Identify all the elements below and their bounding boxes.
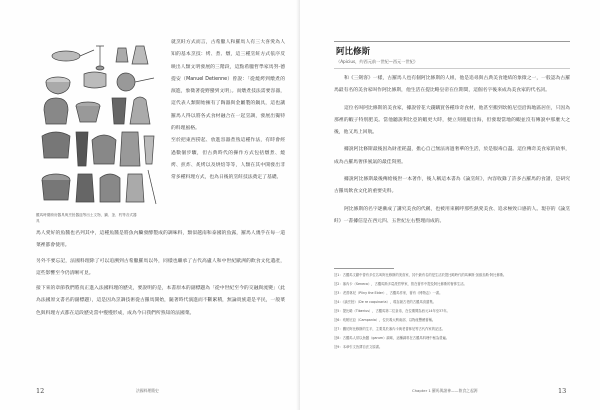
paragraph: 馬人愛好的魚醬也名列其中，這種魚醬是將魚內臟發酵製成的調味料，類似越南和泰國的魚露，羅馬人幾乎在每一道菜裡都會使用。 [36, 231, 285, 249]
paragraph: 阿比修斯的名字逐漸成了講究美食的代稱，也被用來稱呼那些熱愛美食、追求極致口感的人。現存的《論烹飪》一書據信是在西元四、五世紀左右整理而成的。 [334, 206, 570, 224]
left-running-head: 法國料理簡史 [136, 388, 159, 393]
footnotes [334, 271, 570, 352]
footnote: 註9：本章引文皆譯自法文原書。 [334, 345, 383, 349]
footnote-divider [334, 268, 394, 269]
footnote: 註7：關於阿比修斯的生平，主要見於塞內卡與老普林尼等古代作家的記述。 [334, 327, 445, 331]
footnote: 註5：提比略（Tiberius），古羅馬第二位皇帝，在位期間為西元14年至37年。 [334, 309, 450, 313]
paragraph: 另外不要忘記，法國料理除了可以追溯到古希臘羅馬以外，同樣也繼承了古代高盧人和中世紀歐洲的飲食文化遺產，這些影響至今仍清晰可見。 [36, 258, 285, 276]
paragraph: 這位名叫阿比修斯的美食家，據說曾花大錢購買各種珍奇食材，他甚至搬到坎帕尼亞沿海地區居住，只因為那裡的蝦子特別肥美。當他聽說利比亞的蝦更大時，便立刻租船出海，但發現當地的蝦並沒有傳說中那麼大之後，他又馬上回航。 [334, 105, 570, 136]
section-title: 阿比修斯 [336, 47, 371, 57]
footnote: 註3：老普林尼（Pliny the Elder），古羅馬作家，著有《博物志》一書。 [334, 291, 443, 295]
footnote: 註6：坎帕尼亞（Campania），位於義大利南部，以物產豐饒著稱。 [334, 318, 436, 322]
cookware-illustration [36, 40, 160, 208]
section-subtitle: （Apicius，約西元前一世紀—西元一世紀） [334, 59, 570, 69]
illustration-caption: 羅馬時期廚房器具與烹飪器皿等出土文物，鍋、釜、杓等各式器具 [36, 213, 137, 223]
right-page-number: 13 [558, 387, 567, 395]
paragraph: 至於把東西撈起、放進容器煮熟這種作法，有時會經過數個步驟，但古典時代的操作方式包括燉煮、燒烤、煎炸、炙烤以及烘焙等等，人類在其中開發出非常多種料理方式，也為日後的烹飪技法奠定了基礎。 [171, 138, 285, 181]
right-body-text [334, 73, 570, 233]
right-page [300, 0, 600, 410]
left-column-text [171, 37, 285, 185]
paragraph: 接下來的章節我們將真正進入法國料理的歷史，要說明的是，本書原本的副標題為「從中世紀至今的交融與流變」（此為法國原文書名的副標題），這是因為烹調技術從古羅馬開始，隨著時代演進而不斷累積，無論貴族還是平民，一般菜色與料理方式都在這段歷史當中慢慢形成，成為今日我們所熟知的法國菜。 [36, 286, 285, 316]
footnote: 註1：古羅馬文獻中曾有多位名叫阿比修斯的美食家，其中最有名的是生活於提比略時代的馬庫斯·加維烏斯·阿比修斯。 [334, 273, 507, 277]
paragraph: 就烹飪方式而言，古希臘人和羅馬人有三大喜愛為人知的基本烹技：烤、煮、燉，這三種烹飪方式依序反映出人類文明發展的三階段，這點希臘哲學家馬努·德提安（Manuel Detienne）曾說：「從燒烤到燉煮的演進，象徵著從野蠻到文明」。而燉煮技法需要容器，這代表人類開始擁有了陶器與金屬製的鍋具，這也讓羅馬人得以將各式食材融合在一起烹調，發展出獨特的料理風格。 [171, 40, 285, 132]
footnote: 註4：《論烹飪》（De re coquinaria），現存最古老的古羅馬食譜集。 [334, 300, 436, 304]
paragraph: 和《三劍客》一樣，古羅馬人也有個阿比修斯的人組，他是追尋與古典美食連結的象徵之一，一般認為古羅馬最有名的美食家叫作阿比修斯，他生活在提比略皇帝在位期間，這個名字後來成為美食家的代名詞。 [334, 76, 570, 94]
footnote: 註8：古羅馬人常以魚醬（garum）調味，這種調料在古羅馬料理中極為普遍。 [334, 336, 450, 340]
left-page-number: 12 [36, 387, 45, 395]
sidebar-title-block [334, 41, 570, 69]
right-running-head: Chapter 1 羅馬與諸神——飲食之起源 [412, 388, 478, 393]
left-full-text [36, 228, 285, 323]
paragraph: 據說阿比修斯最後傳給後世一本著作，後人稱這本書為《論烹飪》，內容收錄了許多古羅馬的食譜，是研究古羅馬飲食文化的重要史料。 [334, 177, 570, 195]
paragraph: 據說阿比修斯最後因為財產耗盡，擔心自己無法再過奢華的生活，於是服毒自盡。這位傳奇美食家的故事，成為古羅馬奢侈風氣的最佳寫照。 [334, 147, 570, 165]
footnote: 註2：塞內卡（Seneca），古羅馬斯多葛派哲學家，曾在著作中提及阿比修斯的奢侈生活。 [334, 282, 467, 286]
